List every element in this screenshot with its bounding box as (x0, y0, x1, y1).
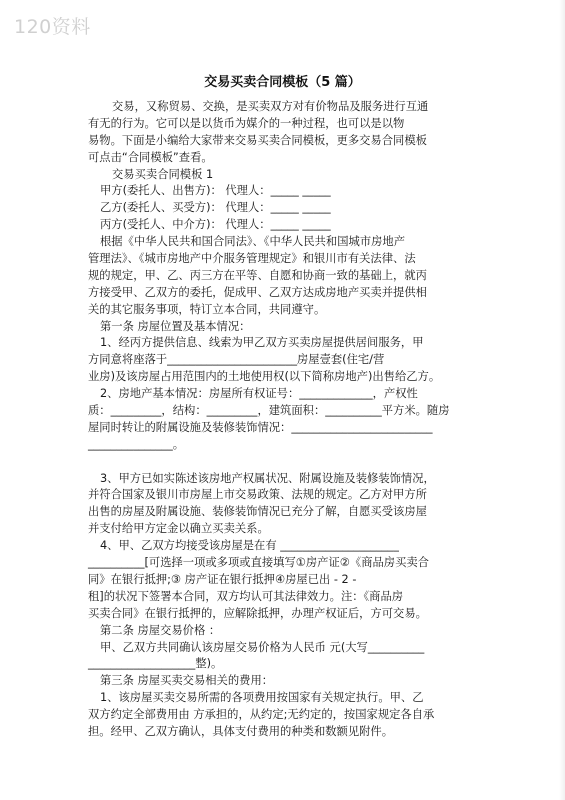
body-line: 质：_________，结构：_________，建筑面积：__________平方米。随房 (88, 404, 450, 418)
body-line: 关的其它服务事项，特订立本合同，共同遵守。 (88, 302, 326, 316)
body-line: 管理法》、《城市房地产中介服务管理规定》和银川市有关法律、法 (88, 252, 416, 266)
section-heading: 第三条 房屋买卖交易相关的费用： (100, 674, 274, 688)
body-line: 1、经丙方提供信息、线索为甲乙双方买卖房屋提供居间服务，甲 (100, 336, 424, 350)
body-line: 业房)及该房屋占用范围内的土地使用权(以下简称房地产)出售给乙方。 (88, 370, 441, 384)
body-line: _______________。 (88, 437, 185, 451)
document-title: 交易买卖合同模板（5 篇） (204, 75, 361, 90)
body-line: 屋同时转让的附属设施及装修装饰情况：_________________________ (88, 420, 433, 434)
body-line: 买卖合同》在银行抵押的，应解除抵押，办理产权证后，方可交易。 (88, 606, 427, 620)
body-line: 租]的状况下签署本合同，双方均认可其法律效力。注：《商品房 (88, 589, 404, 603)
body-line: 双方约定全部费用由 方承担的，从约定;无约定的，按国家规定各自承 (88, 708, 435, 722)
body-line: 担。经甲、乙双方确认，具体支付费用的种类和数额见附件。 (88, 724, 394, 738)
body-line: 可点击“合同模板”查看。 (88, 150, 213, 164)
party-line: 丙方(受托人、中介方)： 代理人：_____ _____ (100, 218, 331, 232)
page-edge-shadow (559, 0, 565, 800)
body-line: 3、甲方已如实陈述该房地产权属状况、附属设施及装修装饰情况， (100, 471, 435, 485)
party-line: 甲方(委托人、出售方)： 代理人：_____ _____ (100, 184, 331, 198)
party-line: 乙方(委托人、买受方)： 代理人：_____ _____ (100, 201, 331, 215)
document-body (88, 99, 483, 741)
body-line: 出售的房屋及附属设施、装修装饰情况已充分了解，自愿买受该房屋 (88, 505, 427, 519)
body-line: 规的规定，甲、乙、丙三方在平等、自愿和协商一致的基础上，就丙 (88, 268, 427, 282)
section-heading: 第二条 房屋交易价格 ： (100, 623, 221, 637)
body-line: 有无的行为。它可以是以货币为媒介的一种过程，也可以是以物 (88, 116, 405, 130)
body-line: 方同意将座落于_______________________房屋壹套(住宅/营 (88, 353, 385, 367)
body-line: 交易买卖合同模板 1 (112, 167, 214, 181)
blank-line (88, 454, 483, 471)
body-line: 2、房地产基本情况：房屋所有权证号：_____________，产权性 (100, 387, 418, 401)
body-line: 1、该房屋买卖交易所需的各项费用按国家有关规定执行。甲、乙 (100, 691, 424, 705)
body-line: 并支付给甲方定金以确立买卖关系。 (88, 522, 269, 536)
body-line: 4、甲、乙双方均接受该房屋是在有 _____________________ (100, 539, 399, 553)
body-line: 易物。下面是小编给大家带来交易买卖合同模板，更多交易合同模板 (88, 133, 427, 147)
body-line: 交易，又称贸易、交换，是买卖双方对有价物品及服务进行互通 (112, 100, 429, 113)
section-heading: 第一条 房屋位置及基本情况： (100, 319, 251, 333)
body-line: 并符合国家及银川市房屋上市交易政策、法规的规定。乙方对甲方所 (88, 488, 427, 502)
body-line: 甲、乙双方共同确认该房屋交易价格为人民币 元(大写__________ (100, 640, 425, 654)
watermark-logo: 120资料 (14, 16, 91, 38)
body-line: ___________________整)。 (88, 657, 223, 671)
body-line: __________[可选择一项或多项或直接填写①房产证②《商品房买卖合 (88, 556, 429, 570)
body-line: 根据《中华人民共和国合同法》、《中华人民共和国城市房地产 (100, 235, 406, 249)
body-line: 同》在银行抵押;③ 房产证在银行抵押④房屋已出 - 2 - (88, 572, 357, 586)
body-line: 方接受甲、乙双方的委托，促成甲、乙双方达成房地产买卖并提供相 (88, 285, 427, 299)
